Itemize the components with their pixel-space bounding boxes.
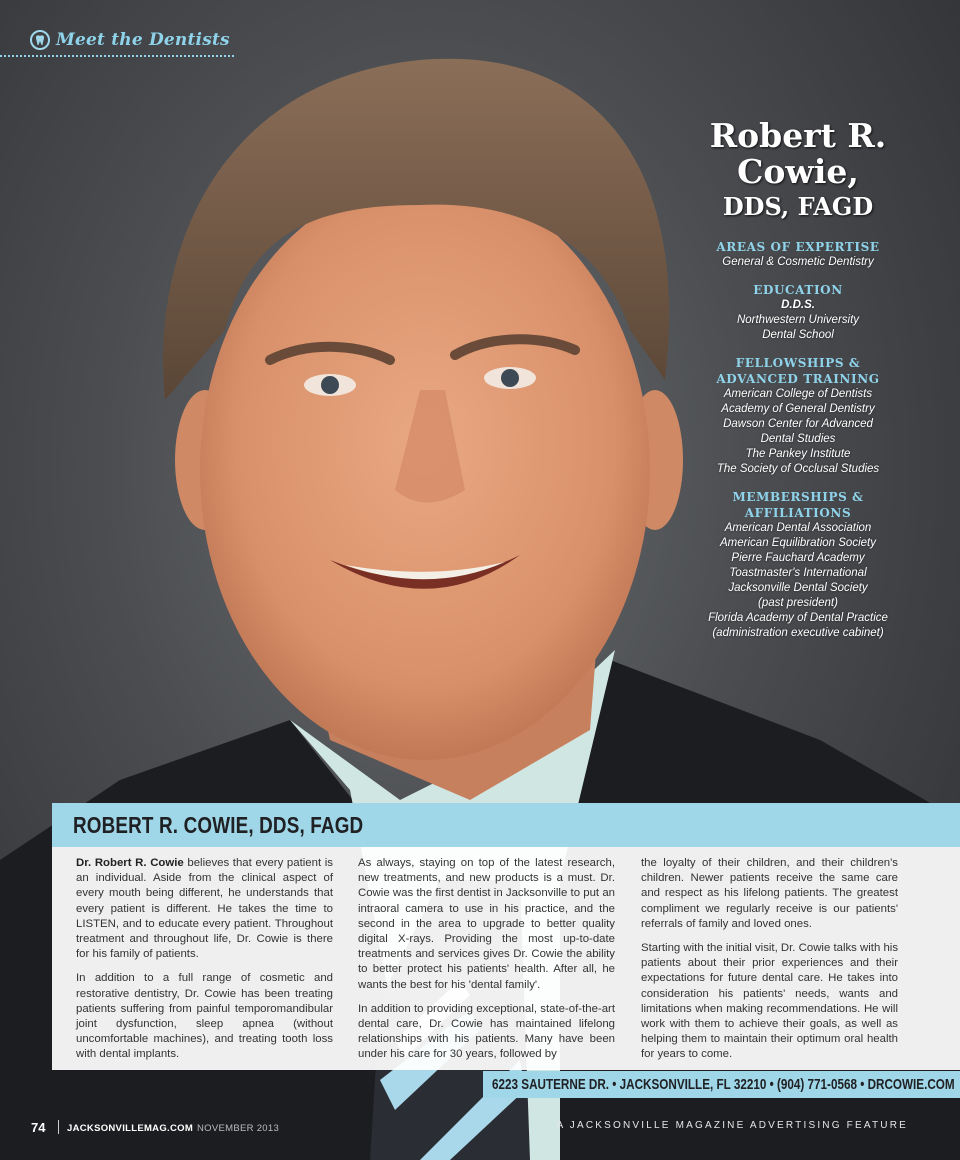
dentist-credentials: DDS, FAGD xyxy=(722,192,874,221)
article-paragraph xyxy=(76,856,333,962)
expertise-item: General & Cosmetic Dentistry xyxy=(722,256,874,268)
article-lead: Dr. Robert R. Cowie xyxy=(76,857,184,869)
memberships-heading: MEMBERSHIPS & AFFILIATIONS xyxy=(732,490,864,520)
footer-date: NOVEMBER 2013 xyxy=(197,1123,280,1134)
article-column-2 xyxy=(358,856,615,1072)
fellowship-item: Academy of General Dentistry xyxy=(721,403,875,415)
fellowship-item: Dental Studies xyxy=(760,433,836,445)
education-heading: EDUCATION xyxy=(753,283,843,297)
article-title: ROBERT R. COWIE, DDS, FAGD xyxy=(73,812,364,838)
article-paragraph: the loyalty of their children, and their children's children. Newer patients receive the same care and respect as his lifelong patients. The greatest compliment we regularly receive is our patients' referrals of family and loved ones. xyxy=(641,857,898,930)
page-number: 74 xyxy=(31,1120,46,1135)
header-rule xyxy=(0,55,234,57)
footer-feature-label: A JACKSONVILLE MAGAZINE ADVERTISING FEATURE xyxy=(556,1120,908,1131)
fellowship-item: The Pankey Institute xyxy=(745,448,851,460)
dentist-name: Robert R. Cowie, xyxy=(709,116,887,191)
fellowship-item: The Society of Occlusal Studies xyxy=(716,463,880,475)
profile-sidebar xyxy=(690,118,906,641)
membership-item: American Dental Association xyxy=(724,522,872,534)
tooth-icon xyxy=(30,30,50,50)
fellowship-item: American College of Dentists xyxy=(723,388,873,400)
membership-item: Jacksonville Dental Society xyxy=(728,582,868,594)
expertise-heading: AREAS OF EXPERTISE xyxy=(716,240,880,254)
section-header xyxy=(30,30,230,50)
membership-item: Pierre Fauchard Academy xyxy=(731,552,865,564)
article-paragraph: In addition to providing exceptional, state-of-the-art dental care, Dr. Cowie has maintained lifelong relationships with his patients. Many have been under his care for 30 years, followed by xyxy=(358,1002,615,1061)
article-text: believes that every patient is an individual. Aside from the clinical aspect of every mouth being different, he understands that every patient is different. He takes the time to LISTEN, and to educate every patient. Throughout treatment and throughout life, Dr. Cowie is there for his family of patients. xyxy=(76,857,333,961)
footer-site: JACKSONVILLEMAG.COM xyxy=(67,1123,194,1134)
footer-divider xyxy=(58,1120,59,1134)
fellowships-heading: FELLOWSHIPS & ADVANCED TRAINING xyxy=(716,356,880,386)
education-line: Dental School xyxy=(762,329,834,341)
education-line: Northwestern University xyxy=(736,314,860,326)
membership-item: Toastmaster's International xyxy=(729,567,867,579)
membership-item: (administration executive cabinet) xyxy=(712,627,884,639)
article-column-3 xyxy=(641,856,898,1072)
article-paragraph: Starting with the initial visit, Dr. Cowie talks with his patients about their prior experiences and their expectations for future dental care. He takes into consideration his patients' needs, wants and limitations when making recommendations. He will work with them to achieve their goals, as well as helping them to maintain their optimum oral health for years to come. xyxy=(641,942,899,1061)
fellowship-item: Dawson Center for Advanced xyxy=(723,418,873,430)
education-degree: D.D.S. xyxy=(781,299,815,311)
membership-item: Florida Academy of Dental Practice xyxy=(708,612,888,624)
membership-item: (past president) xyxy=(758,597,838,609)
membership-item: American Equilibration Society xyxy=(720,537,876,549)
article-column-1 xyxy=(76,856,333,1072)
contact-address: 6223 SAUTERNE DR. • JACKSONVILLE, FL 32210 • (904) 771-0568 • DRCOWIE.COM xyxy=(492,1076,955,1093)
article-paragraph: In addition to a full range of cosmetic and restorative dentistry, Dr. Cowie has been treating patients suffering from painful temporomandibular joint dysfunction, sleep apnea (without uncomfortable machines), and treating tooth loss with dental implants. xyxy=(76,972,333,1061)
section-title: Meet the Dentists xyxy=(56,30,230,50)
article-paragraph: As always, staying on top of the latest research, new treatments, and new products is a must. Dr. Cowie was the first dentist in Jacksonville to put an intraoral camera to use in his practice, and the second in the area to upgrade to better quality digital X-rays. Providing the most up-to-date treatments and services gives Dr. Cowie the ability to better protect his patients' health. After all, he wants the best for his 'dental family'. xyxy=(358,857,615,991)
